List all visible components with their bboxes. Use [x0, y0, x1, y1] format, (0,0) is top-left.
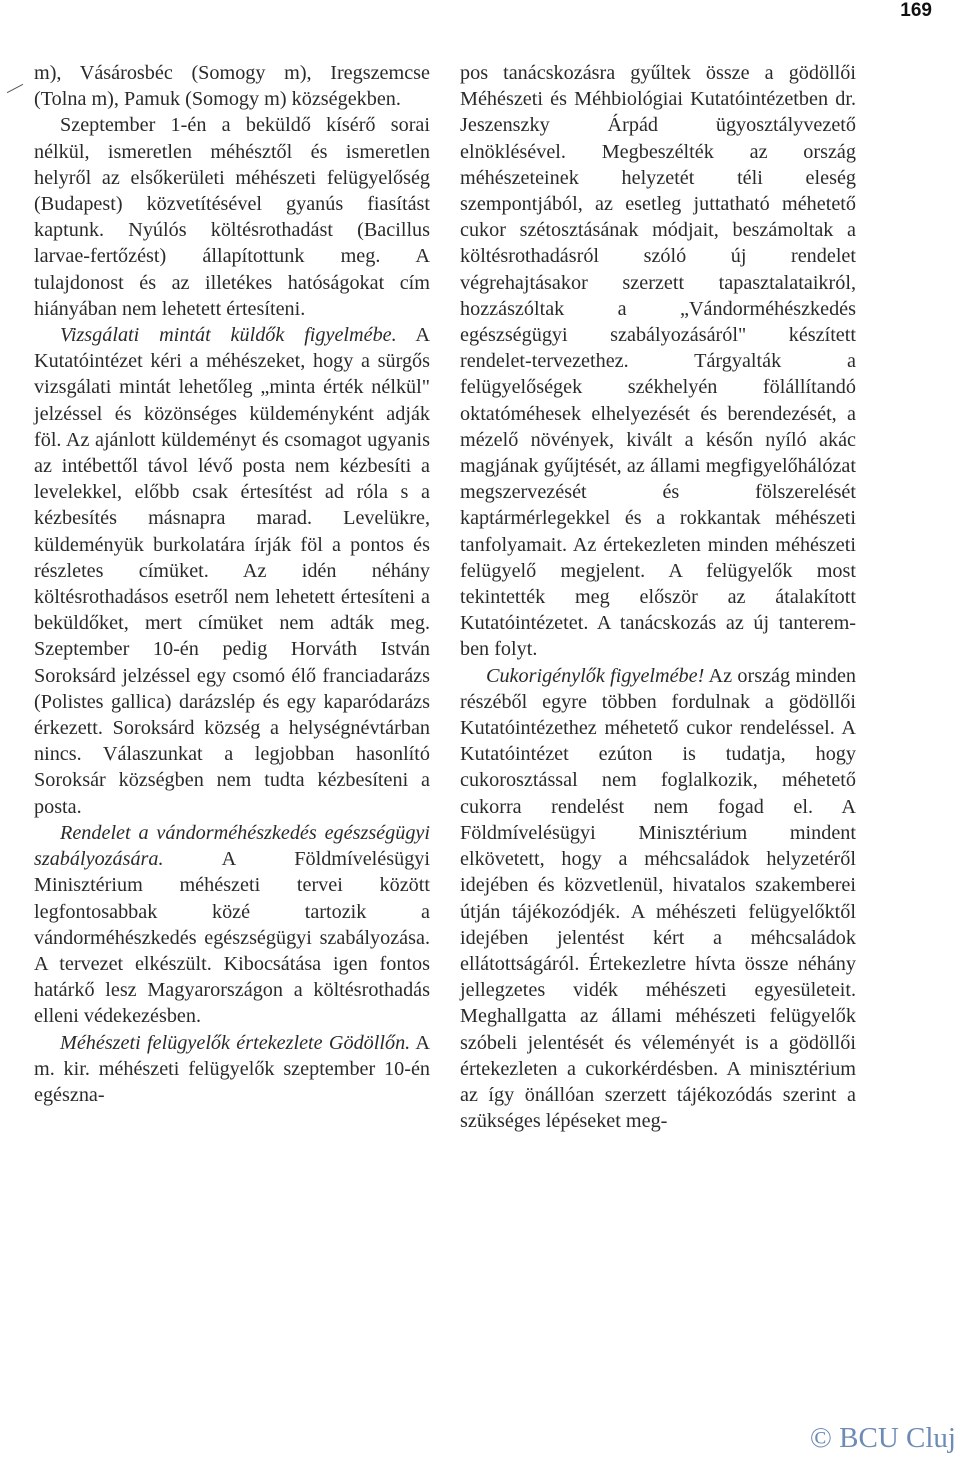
paragraph-decree [34, 820, 430, 1030]
paragraph-inspectors-meeting-body: A m. kir. méhészeti felügyelők szeptember 10-én egészna- [34, 1031, 430, 1106]
page-number: 169 [900, 0, 932, 21]
section-heading-inspectors-meeting: Méhészeti felügyelők értekezlete Gödöllőn. [60, 1031, 411, 1054]
section-heading-sugar-requests: Cukorigénylők figyelmébe! [486, 664, 705, 687]
paragraph-sample-senders [34, 322, 430, 820]
library-watermark: © BCU Cluj [809, 1422, 956, 1454]
section-heading-decree: Rendelet a vándorméhészkedés egészségügyi szabályozására. [34, 821, 430, 871]
section-heading-sample-senders: Vizsgálati mintát küldők figyelmébe. [60, 324, 397, 347]
paragraph-sample-senders-body: A Kutatóintézet kéri a méhészeket, hogy a sürgős vizsgálati mintát lehetőleg „minta érték nélkül" jelzéssel és közönséges küldeményként adják föl. Az ajánlott küldeményt és csomagot ugyanis az intébettől távol lévő posta nem kézbesíti a levelekkel, előbb csak értesítést ad róla s a kézbesítés másnapra marad. Levelükre, küldeményük burkolatára írják föl a pontos és részletes címüket. Az idén néhány költésrothadásos esetről nem lehetett értesíteni a beküldőket, mert címüket nem adták meg. Szeptember 10-én pedig Horváth István Soroksárd jelzéssel egy csomó élő franciadarázs (Polistes gallica) darázslép és egy kaparódarázs érkezett. Soroksárd község a helységnévtárban nincs. Válaszunkat a legjobban hasonlító Soroksár községben nem tudta kézbesíteni a posta. [34, 324, 430, 818]
right-column [460, 60, 856, 1134]
stray-pen-mark [7, 84, 23, 93]
paragraph-continuation: m), Vásárosbéc (Somogy m), Iregszemcse (Tolna m), Pamuk (Somogy m) községekben. [34, 62, 430, 111]
paragraph-inspectors-meeting [34, 1030, 430, 1109]
paragraph-sugar-requests [460, 663, 856, 1135]
paragraph-sugar-requests-body: Az ország minden részéből egyre többen fordulnak a gödöllői Kutatóintézethez méhetető cukor rendeléssel. A Kutatóintézet ezúton is tudatja, hogy cukorosztással nem foglalkozik, méhetető cukorra rendelést nem fogad el. A Földmívelésügyi Minisztérium mindent elkövetett, hogy a méhcsaládok helyzetéről idejében és közvetlenül, hivatalos szakemberei útján tájékozódjék. A méhészeti felügyelőktől idejében jelentést kért a méhcsaládok ellátottságáról. Értekezletre hívta össze néhány jellegzetes vidék méhészeti egyesületeit. Meghallgatta az állami méhészeti felügyelők szóbeli jelentését és véleményét is a gödöllői értekezleten a cukorkérdésben. A minisztérium az így önállóan szerzett tájékozódás szerint a szükséges lépéseket meg- [460, 664, 856, 1133]
paragraph-decree-body: A Földmívelésügyi Minisztérium méhészeti tervei között legfontosabbak közé tartozik a vándorméhészkedés egészségügyi szabályozása. A tervezet elkészült. Kibocsátása igen fontos határkő lesz Magyarországon a költésrothadás elleni védekezésben. [34, 848, 430, 1028]
paragraph-unknown-sender: Szeptember 1-én a beküldő kísérő sorai nélkül, ismeretlen méhésztől és ismeretlen helyről az elsőkerületi méhészeti felügyelőség (Budapest) közvetítésével gyanús fiasítást kaptunk. Nyúlós költésrothadást (Bacillus larvae-fertőzést) állapítottunk meg. A tulajdonost és az illetékes hatóságokat cím hiányában nem lehetett értesíteni. [34, 114, 430, 320]
left-column [34, 60, 430, 1108]
paragraph-meeting-continuation: pos tanácskozásra gyűltek össze a gödöllői Méhészeti és Méhbiológiai Kutatóintézetben dr. Jeszenszky Árpád ügyosztályvezető elnöklésével. Megbeszélték az ország méhészeteinek helyzetét téli eleség szempontjából, az esetleg juttatható méhetető cukor szétosztásának módjait, beszámoltak a költésrothadásról szóló új rendelet végrehajtásakor szerzett tapasztalataikról, hozzászóltak a „Vándorméhészkedés egészségügyi szabályozásáról" készített rendelet-tervezethez. Tárgyalták a felügyelőségek székhelyén fölállítandó oktatóméhesek elhelyezését és berendezését, a mézelő növények, kivált a későn nyíló akác magjának gyűjtését, az állami megfigyelőhálózat megszervezését és fölszerelését kaptármérlegekkel és a rokkantak méhészeti tanfolyamait. Az értekezleten minden méhészeti felügyelő megjelent. A felügyelők most tekintették meg először az átalakított Kutatóintézetet. A tanácskozás az új tanterem-ben folyt. [460, 62, 856, 661]
